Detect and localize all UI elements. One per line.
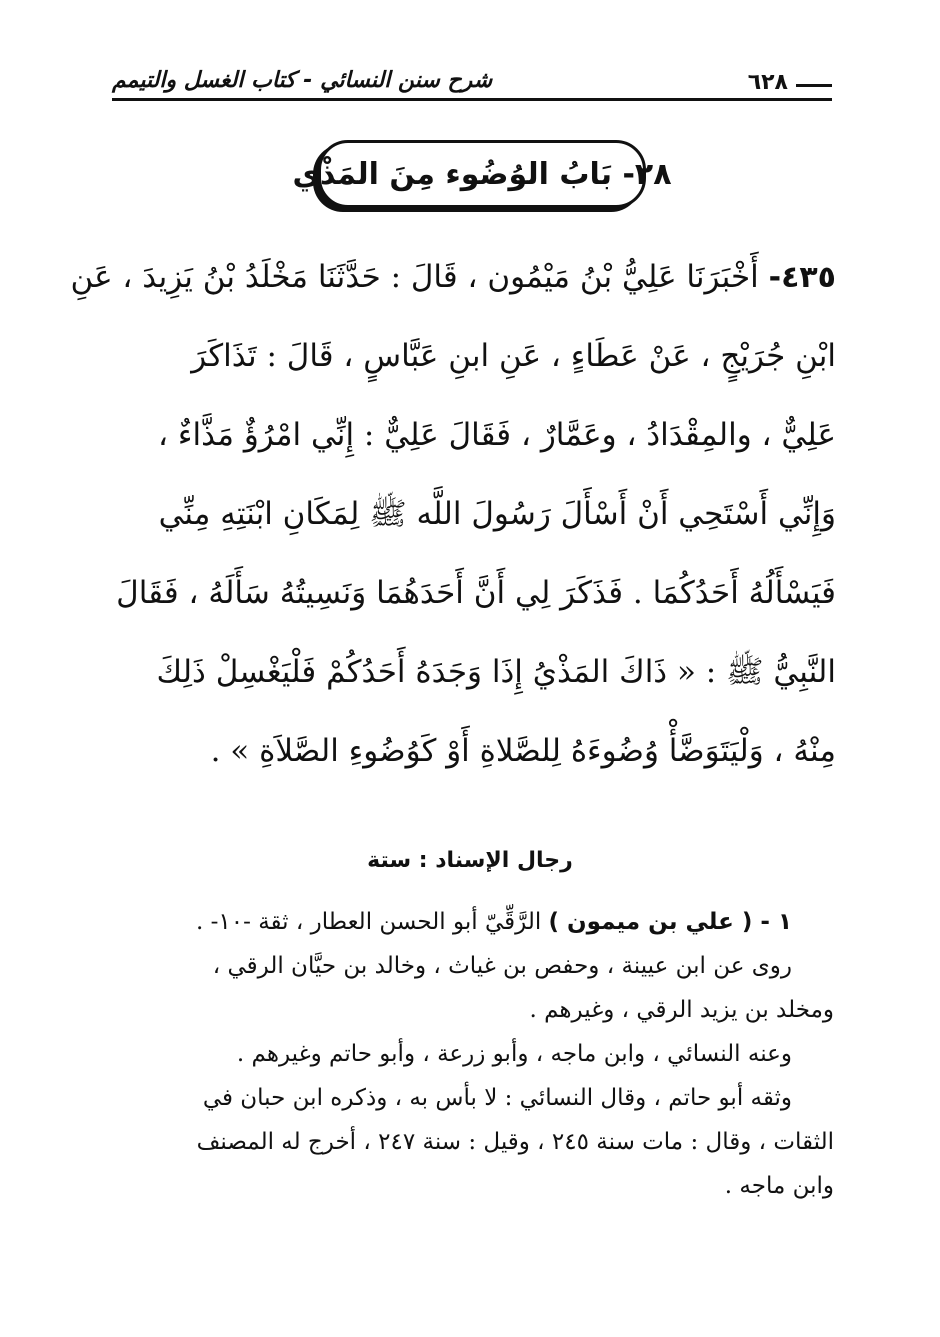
hadith-line-4: وَإِنِّي أَسْتَحِي أَنْ أَسْأَلَ رَسُولَ اللَّه ﷺ لِمَكَانِ ابْنَتِهِ مِنِّي: [158, 496, 836, 532]
note-line-2: ومخلد بن يزيد الرقي ، وغيرهم .: [529, 997, 834, 1023]
narrators-heading: رجال الإسناد : ستة: [367, 848, 573, 873]
page-header: [112, 66, 832, 106]
narrator-item-1: [128, 900, 834, 944]
narrators-notes: [128, 900, 834, 1208]
hadith-line-1-text: أَخْبَرَنَا عَلِيُّ بْنُ مَيْمُون ، قَالَ : حَدَّثَنَا مَخْلَدُ بْنُ يَزِيدَ ، عَنِ: [70, 259, 759, 295]
running-title: شرح سنن النسائي - كتاب الغسل والتيمم: [112, 68, 493, 93]
chapter-title: ٢٨- بَابُ الوُضُوء مِنَ المَذْي: [292, 156, 672, 192]
hadith-line-3: عَلِيٌّ ، والمِقْدَادُ ، وعَمَّارٌ ، فَقَالَ عَلِيٌّ : إِنِّي امْرُؤٌ مَذَّاءٌ ،: [158, 417, 836, 453]
chapter-title-box: [292, 140, 672, 208]
note-line-6: وابن ماجه .: [724, 1173, 834, 1199]
note-line-5: الثقات ، وقال : مات سنة ٢٤٥ ، وقيل : سنة ٢٤٧ ، أخرج له المصنف: [196, 1129, 834, 1155]
hadith-line-2: ابْنِ جُرَيْجٍ ، عَنْ عَطَاءٍ ، عَنِ ابنِ عَبَّاسٍ ، قَالَ : تَذَاكَرَ: [191, 338, 836, 374]
note-line-4: وثقه أبو حاتم ، وقال النسائي : لا بأس به ، وذكره ابن حبان في: [202, 1085, 792, 1111]
narrator-name: ١ - ( علي بن ميمون ): [548, 909, 792, 935]
hadith-line-7: مِنْهُ ، وَلْيَتَوَضَّأْ وُضُوءَهُ لِلصَّلاةِ أَوْ كَوُضُوءِ الصَّلاَةِ » .: [210, 733, 836, 769]
hadith-text: [70, 238, 836, 791]
hadith-number: ٤٣٥-: [768, 260, 836, 295]
page-number-dash: [796, 84, 832, 87]
header-rule: [112, 98, 832, 101]
hadith-line-5: فَيَسْأَلُهُ أَحَدُكُمَا . فَذَكَرَ لِي أَنَّ أَحَدَهُمَا وَنَسِيتُهُ سَأَلَهُ ، فَقَالَ: [116, 575, 836, 611]
hadith-line-6: النَّبِيُّ ﷺ : « ذَاكَ المَذْيُ إِذَا وَجَدَهُ أَحَدُكُمْ فَلْيَغْسِلْ ذَلِكَ: [156, 654, 836, 690]
page-number: ٦٢٨: [747, 70, 788, 95]
narrator-description: الرَّقِّيّ أبو الحسن العطار ، ثقة -١٠- .: [195, 909, 542, 935]
note-line-1: روى عن ابن عيينة ، وحفص بن غياث ، وخالد بن حيَّان الرقي ،: [212, 953, 792, 979]
note-line-3: وعنه النسائي ، وابن ماجه ، وأبو زرعة ، وأبو حاتم وغيرهم .: [236, 1041, 792, 1067]
hadith-line-1: [70, 238, 836, 317]
